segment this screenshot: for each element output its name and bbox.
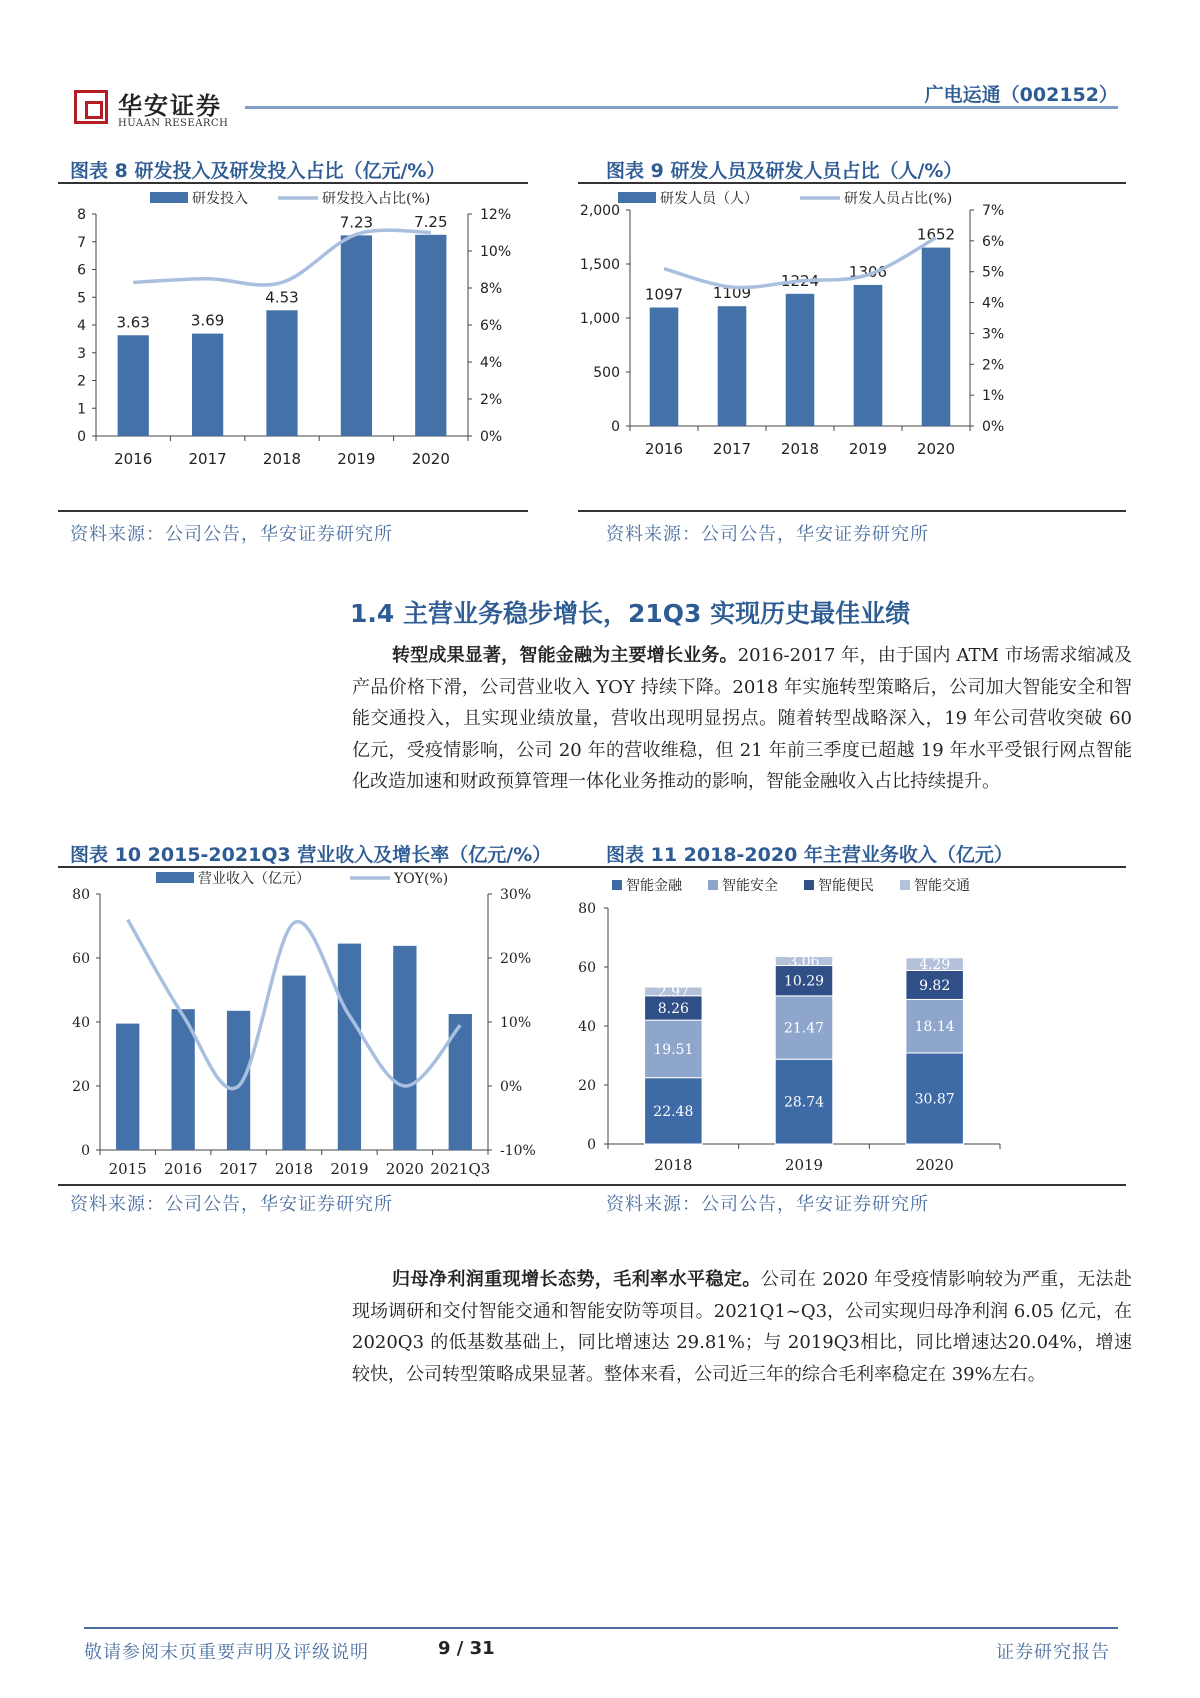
data-label: 1652 xyxy=(916,225,956,244)
data-label: 30.87 xyxy=(914,1091,955,1108)
fig8-chart xyxy=(58,186,528,510)
y-tick-label: 40 xyxy=(578,1019,596,1035)
legend-label: 营业收入（亿元） xyxy=(198,871,310,887)
legend-label: 智能安全 xyxy=(722,878,778,894)
data-label: 18.14 xyxy=(914,1019,955,1036)
fig8-bottom-rule xyxy=(58,510,528,512)
bar xyxy=(227,1011,250,1150)
x-tick-label: 2020 xyxy=(385,1160,424,1178)
data-label: 1097 xyxy=(644,285,684,304)
y-tick-label: 0 xyxy=(611,419,620,435)
y-tick-label: 20 xyxy=(578,1078,596,1094)
y2-tick-label: 20% xyxy=(500,951,532,967)
data-label: 4.53 xyxy=(265,288,299,307)
y2-tick-label: 0% xyxy=(500,1079,523,1095)
y2-tick-label: 0% xyxy=(982,419,1005,435)
paragraph-lead: 转型成果显著，智能金融为主要增长业务。 xyxy=(392,645,738,666)
bar xyxy=(650,308,679,426)
footer-divider xyxy=(84,1627,1118,1629)
y2-tick-label: 2% xyxy=(480,392,503,408)
data-label: 1224 xyxy=(780,271,820,290)
bar xyxy=(341,235,372,436)
y2-tick-label: 5% xyxy=(982,264,1005,281)
data-label: 10.29 xyxy=(783,973,825,990)
fig9-bottom-rule xyxy=(578,510,1126,512)
x-tick-label: 2017 xyxy=(712,440,752,458)
data-label: 4.29 xyxy=(919,957,951,974)
y2-tick-label: 12% xyxy=(480,207,512,223)
x-tick-label: 2018 xyxy=(780,440,820,458)
y2-tick-label: 1% xyxy=(982,388,1005,405)
legend-swatch-bar xyxy=(150,192,188,203)
legend-label: YOY(%) xyxy=(394,871,449,887)
y2-tick-label: 7% xyxy=(982,203,1005,219)
logo-mark xyxy=(74,90,108,124)
legend-swatch-bar xyxy=(618,192,656,203)
y-tick-label: 60 xyxy=(72,951,90,967)
paragraph-net-profit xyxy=(352,1264,1132,1390)
x-tick-label: 2018 xyxy=(654,1156,693,1174)
y2-tick-label: 6% xyxy=(982,233,1005,250)
bar xyxy=(393,946,416,1150)
fig11-chart xyxy=(578,868,1126,1184)
x-tick-label: 2017 xyxy=(219,1160,258,1178)
data-label: 2.97 xyxy=(657,984,689,1001)
legend-label: 研发投入 xyxy=(192,191,248,207)
bar xyxy=(282,976,305,1150)
section-title: 1.4 主营业务稳步增长，21Q3 实现历史最佳业绩 xyxy=(350,599,911,628)
legend-label: 智能金融 xyxy=(626,878,682,894)
legend-label: 研发人员占比(%) xyxy=(844,191,953,207)
data-label: 21.47 xyxy=(783,1020,825,1037)
x-tick-label: 2018 xyxy=(262,450,302,468)
y2-tick-label: 4% xyxy=(982,295,1005,312)
fig11-bottom-rule xyxy=(578,1184,1126,1186)
y-tick-label: 60 xyxy=(578,960,596,976)
fig10-bottom-rule xyxy=(58,1184,578,1186)
y-tick-label: 0 xyxy=(77,429,86,445)
data-label: 1306 xyxy=(848,262,888,281)
x-tick-label: 2016 xyxy=(644,440,684,458)
footer-report-type: 证券研究报告 xyxy=(996,1642,1110,1663)
fig8-source: 资料来源：公司公告，华安证券研究所 xyxy=(70,524,393,545)
y-tick-label: 2 xyxy=(77,373,86,390)
series-line xyxy=(133,230,431,285)
fig11-caption: 图表 11 2018-2020 年主营业务收入（亿元） xyxy=(606,844,1013,866)
y-tick-label: 4 xyxy=(77,318,86,334)
y2-tick-label: -10% xyxy=(500,1143,536,1159)
x-tick-label: 2016 xyxy=(114,450,153,468)
fig8-top-rule xyxy=(58,182,528,184)
y-tick-label: 0 xyxy=(81,1143,90,1159)
bar xyxy=(116,1024,139,1150)
data-label: 28.74 xyxy=(783,1094,825,1111)
company-ticker: 广电运通（002152） xyxy=(924,84,1118,106)
fig11-source: 资料来源：公司公告，华安证券研究所 xyxy=(606,1194,929,1215)
legend-label: 研发人员（人） xyxy=(660,191,758,207)
legend-swatch xyxy=(708,880,718,890)
data-label: 9.82 xyxy=(919,977,951,994)
page-number: 9 / 31 xyxy=(438,1638,495,1659)
x-tick-label: 2015 xyxy=(108,1160,147,1178)
fig10-chart xyxy=(58,868,578,1184)
fig9-top-rule xyxy=(578,182,1126,184)
y-tick-label: 8 xyxy=(77,207,86,223)
y-tick-label: 3 xyxy=(77,345,86,362)
y2-tick-label: 0% xyxy=(480,429,503,445)
x-tick-label: 2018 xyxy=(274,1160,314,1178)
y-tick-label: 1,500 xyxy=(579,257,620,273)
legend-label: 研发投入占比(%) xyxy=(322,191,431,207)
bar xyxy=(922,248,951,426)
y2-tick-label: 3% xyxy=(982,326,1005,343)
bar xyxy=(415,235,446,436)
y-tick-label: 500 xyxy=(593,365,620,381)
logo-subtitle: HUAAN RESEARCH xyxy=(118,118,229,129)
footer-disclaimer: 敬请参阅末页重要声明及评级说明 xyxy=(84,1642,369,1663)
y-tick-label: 5 xyxy=(77,290,86,307)
y-tick-label: 1 xyxy=(77,401,86,418)
bar xyxy=(854,285,883,426)
paragraph-business-growth xyxy=(352,640,1132,798)
data-label: 3.69 xyxy=(190,311,225,330)
fig9-source: 资料来源：公司公告，华安证券研究所 xyxy=(606,524,929,545)
legend-swatch xyxy=(804,880,814,890)
legend-swatch-bar xyxy=(156,872,194,883)
legend-label: 智能便民 xyxy=(818,878,874,894)
y-tick-label: 80 xyxy=(578,901,596,917)
data-label: 7.23 xyxy=(339,213,374,232)
fig8-caption: 图表 8 研发投入及研发投入占比（亿元/%） xyxy=(70,160,446,182)
y2-tick-label: 6% xyxy=(480,318,503,334)
fig9-caption: 图表 9 研发人员及研发人员占比（人/%） xyxy=(606,160,963,182)
data-label: 3.63 xyxy=(116,313,150,332)
header-divider xyxy=(245,106,1118,109)
x-tick-label: 2021Q3 xyxy=(430,1160,491,1178)
y-tick-label: 0 xyxy=(587,1137,596,1153)
data-label: 8.26 xyxy=(657,1000,689,1017)
logo-text: 华安证券 xyxy=(118,91,222,120)
y-tick-label: 20 xyxy=(72,1079,90,1095)
paragraph-lead: 归母净利润重现增长态势，毛利率水平稳定。 xyxy=(392,1269,761,1290)
data-label: 7.25 xyxy=(414,212,448,231)
bar xyxy=(338,944,361,1150)
series-line xyxy=(664,238,936,288)
fig10-source: 资料来源：公司公告，华安证券研究所 xyxy=(70,1194,393,1215)
bar xyxy=(118,335,149,436)
y-tick-label: 7 xyxy=(77,234,86,251)
bar xyxy=(192,334,223,436)
y2-tick-label: 8% xyxy=(480,281,503,297)
x-tick-label: 2020 xyxy=(411,450,450,468)
legend-swatch xyxy=(900,880,910,890)
x-tick-label: 2017 xyxy=(188,450,227,468)
x-tick-label: 2016 xyxy=(164,1160,203,1178)
x-tick-label: 2019 xyxy=(330,1160,369,1178)
x-tick-label: 2019 xyxy=(337,450,376,468)
y-tick-label: 6 xyxy=(77,262,86,279)
y2-tick-label: 4% xyxy=(480,355,503,371)
paragraph-body: 公司在 2020 年受疫情影响较为严重，无法赴现场调研和交付智能交通和智能安防等项目。2021Q1~Q3，公司实现归母净利润 6.05 亿元，在 2020Q3 的低基数基础上，同比增速达 29.81%；与 2019Q3相比，同比增速达20.04%，增速较快，公司转型策略成果显著。整体来看，公司近三年的综合毛利率稳定在 39%左右。 xyxy=(352,1269,1132,1385)
data-label: 22.48 xyxy=(653,1103,694,1120)
y2-tick-label: 2% xyxy=(982,357,1005,374)
legend-swatch xyxy=(612,880,622,890)
x-tick-label: 2020 xyxy=(916,440,956,458)
fig10-caption: 图表 10 2015-2021Q3 营业收入及增长率（亿元/%） xyxy=(70,844,552,866)
y-tick-label: 40 xyxy=(72,1015,90,1031)
y-tick-label: 80 xyxy=(72,887,90,903)
fig9-chart xyxy=(578,186,1126,510)
y2-tick-label: 10% xyxy=(480,244,512,260)
x-tick-label: 2020 xyxy=(915,1156,954,1174)
y2-tick-label: 10% xyxy=(500,1015,532,1031)
data-label: 19.51 xyxy=(653,1041,694,1058)
data-label: 1109 xyxy=(712,284,752,303)
y-tick-label: 1,000 xyxy=(579,311,620,327)
x-tick-label: 2019 xyxy=(784,1156,824,1174)
bar xyxy=(266,310,297,436)
bar xyxy=(718,306,747,426)
y2-tick-label: 30% xyxy=(500,887,532,903)
data-label: 3.06 xyxy=(788,954,820,971)
legend-label: 智能交通 xyxy=(914,878,970,894)
x-tick-label: 2019 xyxy=(848,440,888,458)
y-tick-label: 2,000 xyxy=(579,203,620,219)
bar xyxy=(786,294,815,426)
paragraph-body: 2016-2017 年，由于国内 ATM 市场需求缩减及产品价格下滑，公司营业收入 YOY 持续下降。2018 年实施转型策略后，公司加大智能安全和智能交通投入，且实现业绩放量，营收出现明显拐点。随着转型战略深入，19 年公司营收突破 60 亿元，受疫情影响，公司 20 年的营收维稳，但 21 年前三季度已超越 19 年水平受银行网点智能化改造加速和财政预算管理一体化业务推动的影响，智能金融收入占比持续提升。 xyxy=(352,645,1132,792)
